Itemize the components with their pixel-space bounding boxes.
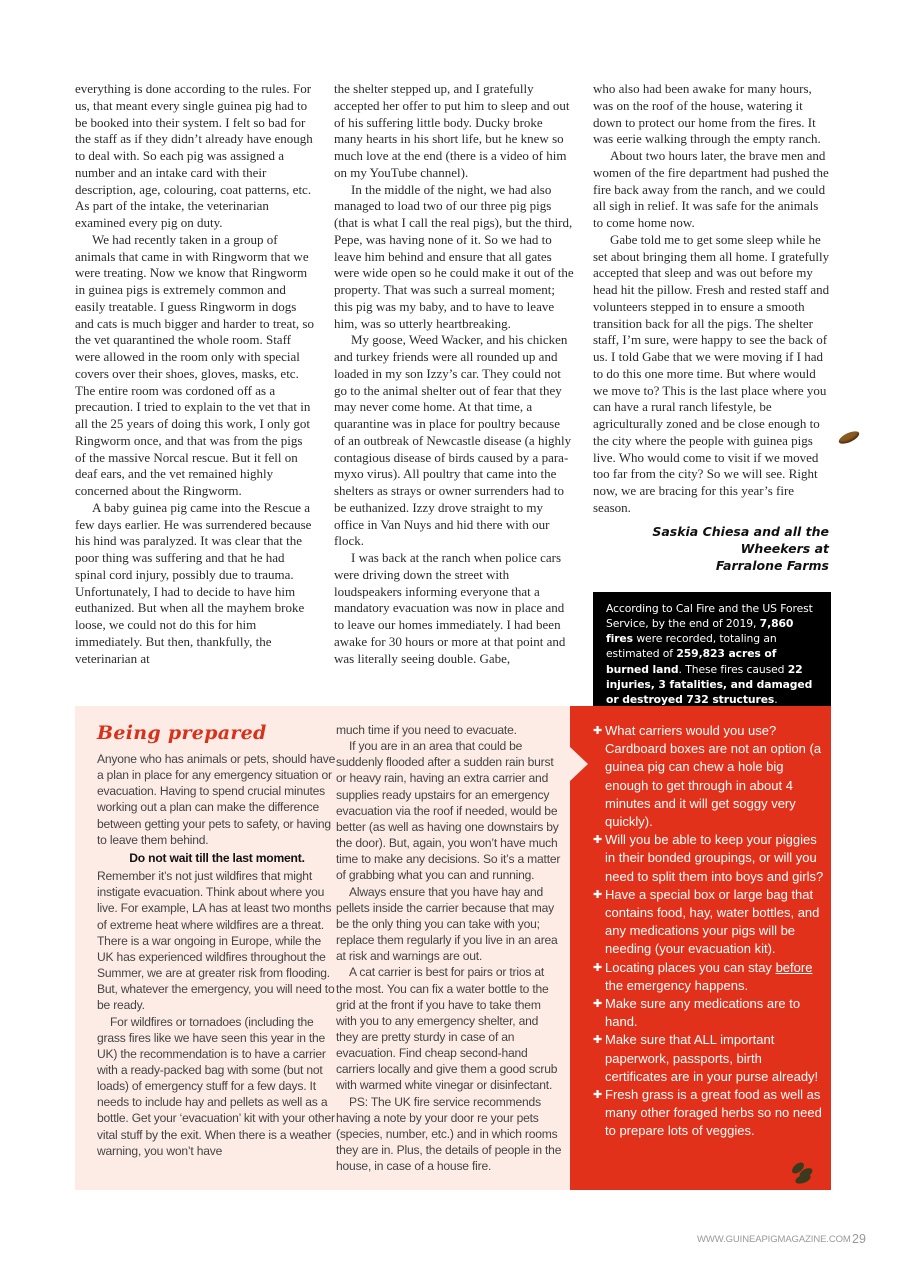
panel-column-1 [97, 751, 337, 1159]
article-column-1 [75, 81, 315, 667]
tip-text: Make sure any medications are to hand. [605, 996, 801, 1030]
tip-item [593, 886, 825, 959]
panel-heading: Being prepared [97, 722, 267, 744]
seed-pod-decoration-icon [837, 429, 861, 446]
tip-text: Have a special box or large bag that contains food, hay, water bottles, and any medications your pigs will be needing (your evacuation kit). [605, 886, 820, 957]
paragraph: much time if you need to evacuate. [336, 723, 517, 737]
paragraph: A cat carrier is best for pairs or trios at the most. You can fix a water bottle to the grid at the front if you have to take them with you to any emergency shelter, and they are pretty sturdy in case of an evacuation. Find cheap second-hand carriers locally and give them a good scrub with warmed white vinegar or disinfectant. [336, 965, 558, 1093]
plus-bullet-icon: ✚ [593, 834, 603, 847]
fact-highlight: 7,860 fires [606, 616, 794, 646]
being-prepared-panel [75, 706, 831, 1190]
tip-text: the emergency happens. [605, 977, 749, 993]
plus-bullet-icon: ✚ [593, 998, 603, 1011]
magazine-url: WWW.GUINEAPIGMAGAZINE.COM [697, 1234, 851, 1245]
paragraph: I was back at the ranch when police cars were driving down the street with loudspeakers informing everyone that a mandatory evacuation was now in place and to leave our homes immediately. I had been awake for 30 hours or more at that point and was literally seeing double. Gabe, [334, 550, 566, 666]
emphasis-line: Do not wait till the last moment. [129, 850, 305, 865]
fact-text: According to Cal Fire and the US Forest Service, by the end of 2019, [606, 601, 813, 630]
page-number: 29 [852, 1232, 866, 1246]
tip-text: Will you be able to keep your piggies in their bonded groupings, or will you need to split them into boys and girls? [605, 832, 824, 884]
paragraph: Remember it’s not just wildfires that might instigate evacuation. Think about where you live. For example, LA has at least two months of extreme heat where wildfires are a threat. There is a war ongoing in Europe, while the UK has experienced wildfires throughout the Summer, we are at greater risk from flooding. But, whatever the emergency, you will need to be ready. [97, 869, 335, 1013]
paragraph: Always ensure that you have hay and pellets inside the carrier because that may be the only thing you can take with you; replace them regularly if you live in an area at risk and warnings are out. [336, 884, 558, 964]
plus-bullet-icon: ✚ [593, 961, 603, 974]
tip-item [593, 722, 825, 831]
paragraph: who also had been awake for many hours, was on the roof of the house, watering it down to protect our home from the fires. It was eerie walking through the empty ranch. [593, 81, 821, 147]
tip-item [593, 1031, 825, 1086]
tips-list [593, 722, 825, 1141]
plus-bullet-icon: ✚ [593, 888, 603, 901]
paragraph: Gabe told me to get some sleep while he set about bringing them all home. I gratefully accepted that sleep and was out before my head hit the pillow. Fresh and rested staff and volunteers stepped in to ensure a smooth transition back for all the pigs. The shelter staff, I’m sure, were happy to see the back of us. I told Gabe that we were moving if I had to do this one more time. But where would we move to? This is the last place where you can have a rural ranch lifestyle, be agriculturally zoned and be close enough to the city where the people with guinea pigs live. Who would come to visit if we moved too far from the city? So we will see. Right now, we are bracing for this year’s fire season. [593, 231, 830, 515]
panel-column-2 [336, 722, 562, 1174]
tip-item [593, 959, 825, 995]
paragraph: For wildfires or tornadoes (including the grass fires like we have seen this year in the UK) the recommendation is to have a carrier with a ready-packed bag with some (but not loads) of emergency stuff for a few days. It needs to include hay and pellets as well as a bottle. Get your ‘evacuation’ kit with your other vital stuff by the exit. When there is a weather warning, you won’t have [97, 1014, 335, 1158]
tip-item [593, 831, 825, 886]
paragraph: If you are in an area that could be suddenly flooded after a sudden rain burst or heavy rain, having an extra carrier and supplies ready upstairs for an emergency evacuation via the roof if needed, would be better (as well as having one downstairs by the door). But, again, you won’t have much time to make any decisions. So it’s a matter of grabbing what you can and running. [336, 739, 561, 883]
tip-text: Make sure that ALL important paperwork, passports, birth certificates are in your purse already! [605, 1032, 819, 1084]
paragraph: PS: The UK fire service recommends having a note by your door re your pets (species, number, etc.) and in which rooms they are in. Plus, the details of people in the house, in case of a house fire. [336, 1094, 562, 1174]
fact-text: . These fires caused [678, 662, 788, 676]
paragraph: My goose, Weed Wacker, and his chicken and turkey friends were all rounded up and loaded in my son Izzy’s car. They could not go to the animal shelter out of fear that they may never come home. At that time, a quarantine was in place for poultry because of an outbreak of Newcastle disease (a highly contagious disease of birds caused by a para-myxo virus). All poultry that came into the shelters as strays or owner surrenders had to be euthanized. Izzy drove straight to my office in Van Nuys and hid there with our flock. [334, 332, 572, 549]
fact-text: were recorded, totaling an estimated of [606, 632, 777, 661]
tip-text: What carriers would you use? Cardboard boxes are not an option (a guinea pig can chew a hole big enough to get through in about 4 minutes and it will get soggy very quickly). [605, 723, 822, 830]
tip-item [593, 995, 825, 1031]
paragraph: Anyone who has animals or pets, should have a plan in place for any emergency situation or evacuation. Having to spend crucial minutes working out a plan can make the difference between getting your pets to safety, or having to leave them behind. [97, 752, 336, 847]
pointer-arrow-icon [570, 747, 588, 781]
tip-underlined: before [775, 959, 813, 975]
plus-bullet-icon: ✚ [593, 1089, 603, 1102]
signature-line-1: Saskia Chiesa and all the Wheekers at [652, 523, 829, 556]
article-column-3 [593, 81, 831, 717]
signature-line-2: Farralone Farms [715, 557, 829, 573]
tip-text: Fresh grass is a great food as well as many other foraged herbs so no need to prepare lots of veggies. [605, 1087, 822, 1139]
article-column-2 [334, 81, 574, 667]
paragraph: About two hours later, the brave men and women of the fire department had pushed the fire back away from the ranch, and we could all sigh in relief. It was safe for the animals to come home now. [593, 148, 829, 230]
paragraph: A baby guinea pig came into the Rescue a few days earlier. He was surrendered because his hind was paralyzed. It was clear that the poor thing was suffering and that he had spinal cord injury, possibly due to trauma. Unfortunately, I had to decide to have him euthanized. But when all the mayhem broke loose, we could not do this for him immediately. But then, thankfully, the veterinarian at [75, 499, 312, 666]
plus-bullet-icon: ✚ [593, 725, 603, 737]
paragraph: In the middle of the night, we had also managed to load two of our three pig pigs (that is what I call the real pigs), but the third, Pepe, was having none of it. So we had to leave him behind and ensure that all gates were wide open so he could make it out of the property. That was such a surreal moment; this pig was my baby, and to have to leave him, was so utterly heartbreaking. [334, 181, 574, 331]
fire-statistics-box [593, 592, 831, 717]
fact-highlight: 22 injuries, 3 fatalities, and damaged or destroyed 732 structures [606, 662, 813, 707]
tip-text: Locating places you can stay [605, 959, 776, 975]
tip-item [593, 1086, 825, 1141]
paragraph: the shelter stepped up, and I gratefully accepted her offer to put him to sleep and out of his suffering little body. Ducky broke many hearts in his short life, but he knew so much love at the end (there is a video of him on my YouTube channel). [334, 81, 570, 180]
plus-bullet-icon: ✚ [593, 1034, 603, 1047]
paragraph: We had recently taken in a group of animals that came in with Ringworm that we were treating. Now we know that Ringworm in guinea pigs is extremely common and easily treatable. I guess Ringworm in dogs and cats is much bigger and harder to treat, so the vet quarantined the whole room. Staff were allowed in the room only with special covers over their shoes, gloves, masks, etc. The entire room was cordoned off as a precaution. I tried to explain to the vet that in all the 25 years of doing this work, I only got Ringworm once, and that was from the pigs of the massive Norcal rescue. But it fell on deaf ears, and the vet remained highly concerned about the Ringworm. [75, 231, 314, 498]
fact-text: . [774, 693, 778, 707]
fact-highlight: 259,823 acres of burned land [606, 647, 777, 676]
author-signature [593, 523, 831, 574]
paragraph: everything is done according to the rules. For us, that meant every single guinea pig had to be booked into their system. I felt so bad for the staff as if they didn’t already have enough to deal with. So each pig was assigned a number and an intake card with their description, age, colouring, coat patterns, etc. As part of the intake, the veterinarian examined every pig on duty. [75, 81, 313, 230]
